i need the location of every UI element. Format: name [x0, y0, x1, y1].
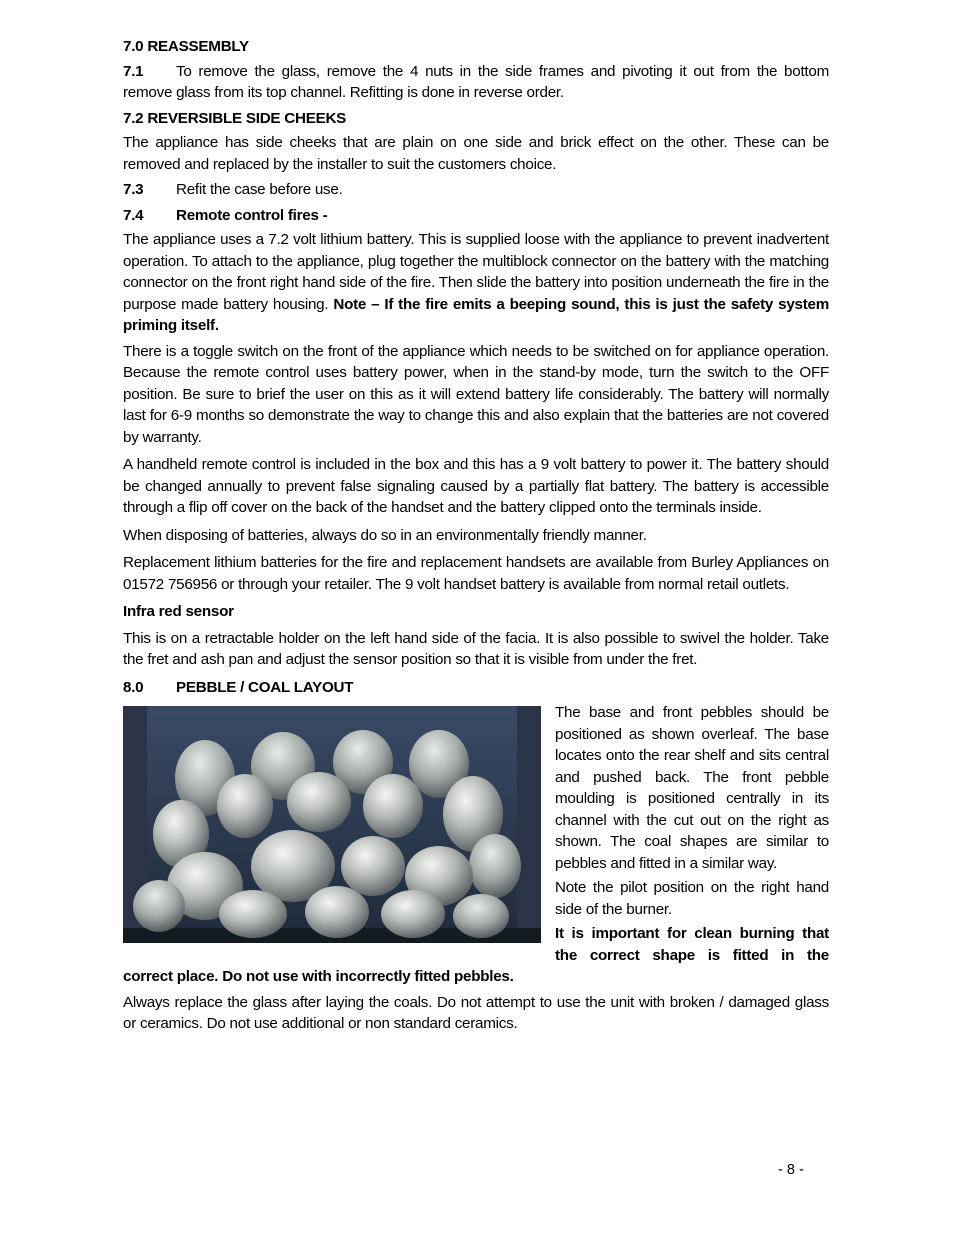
section-7-2-heading: 7.2 REVERSIBLE SIDE CHEEKS [123, 109, 347, 127]
toggle-switch-paragraph: There is a toggle switch on the front of the appliance which needs to be switched on for appliance operation. Because the remote control uses battery power, when in the stand-by mode, turn the switch to the OFF position. Be sure to brief the user on this as it will extend battery life considerably. The battery will normally last for 6-9 months so demonstrate the way to change this and also explain that the batteries are not covered by warranty. [123, 342, 829, 446]
page-number: - 8 - [778, 1162, 804, 1178]
section-8-0-heading [123, 677, 829, 699]
section-7-3-number: 7.3 [123, 181, 144, 198]
infra-red-heading: Infra red sensor [123, 603, 234, 620]
section-7-1-number: 7.1 [123, 62, 144, 80]
section-7-3 [123, 179, 829, 201]
glass-warning-text: Always replace the glass after laying the coals. Do not attempt to use the unit with broken / damaged glass or ceramics. Do not use additional or non standard ceramics. [123, 993, 829, 1032]
pebble-position-text: The base and front pebbles should be positioned as shown overleaf. The base locates onto the rear shelf and sits central and pushed back. The front pebble moulding is positioned centrally in its channel with the cut out on the right as shown. The coal shapes are similar to pebbles and fitted in a similar way. [555, 704, 829, 872]
beeping-note: Note – If the fire emits a beeping sound, this is just the safety system priming itself. [123, 295, 829, 334]
handset-paragraph: A handheld remote control is included in the box and this has a 9 volt battery to power it. The battery should be changed annually to prevent false signaling caused by a partially flat battery. The battery is accessible through a flip off cover on the back of the handset and the battery clipped onto the terminals inside. [123, 456, 829, 516]
pebble-layout-block [123, 702, 829, 1035]
section-7-1-text: To remove the glass, remove the 4 nuts in the side frames and pivoting it out from the bottom remove glass from its top channel. Refitting is done in reverse order. [123, 62, 829, 101]
disposal-paragraph: When disposing of batteries, always do so in an environmentally friendly manner. [123, 526, 647, 544]
battery-text: The appliance uses a 7.2 volt lithium battery. This is supplied loose with the appliance to prevent inadvertent operation. To attach to the appliance, plug together the multiblock connector on the battery with the matching connector on the front right hand side of the fire. Then slide the battery into position underneath the fire in the purpose made battery housing. [123, 231, 829, 313]
section-7-4-title: Remote control fires - [176, 206, 328, 224]
section-7-4-heading [123, 205, 829, 227]
section-7-0-heading: 7.0 REASSEMBLY [123, 38, 249, 55]
section-7-3-text: Refit the case before use. [176, 181, 343, 198]
section-7-4-number: 7.4 [123, 206, 144, 224]
clean-burning-warning: It is important for clean burning that the correct shape is fitted in the correct place. Do not use with incorrectly fitted pebbles. [123, 925, 829, 985]
infra-red-text: This is on a retractable holder on the left hand side of the facia. It is also possible to swivel the holder. Take the fret and ash pan and adjust the sensor position so that it is visible from under the fret. [123, 629, 829, 668]
pebble-layout-photo [123, 706, 541, 943]
document-page [123, 36, 829, 1035]
section-7-2-text: The appliance has side cheeks that are plain on one side and brick effect on the other. These can be removed and replaced by the installer to suit the customers choice. [123, 134, 829, 173]
section-7-1 [123, 61, 829, 104]
section-8-0-title: PEBBLE / COAL LAYOUT [176, 678, 354, 696]
section-8-0-number: 8.0 [123, 678, 144, 696]
replacement-paragraph: Replacement lithium batteries for the fire and replacement handsets are available from Burley Appliances on 01572 756956 or through your retailer. The 9 volt handset battery is available from normal retail outlets. [123, 554, 829, 593]
battery-paragraph [123, 229, 829, 337]
pilot-note-text: Note the pilot position on the right hand side of the burner. [555, 879, 829, 918]
